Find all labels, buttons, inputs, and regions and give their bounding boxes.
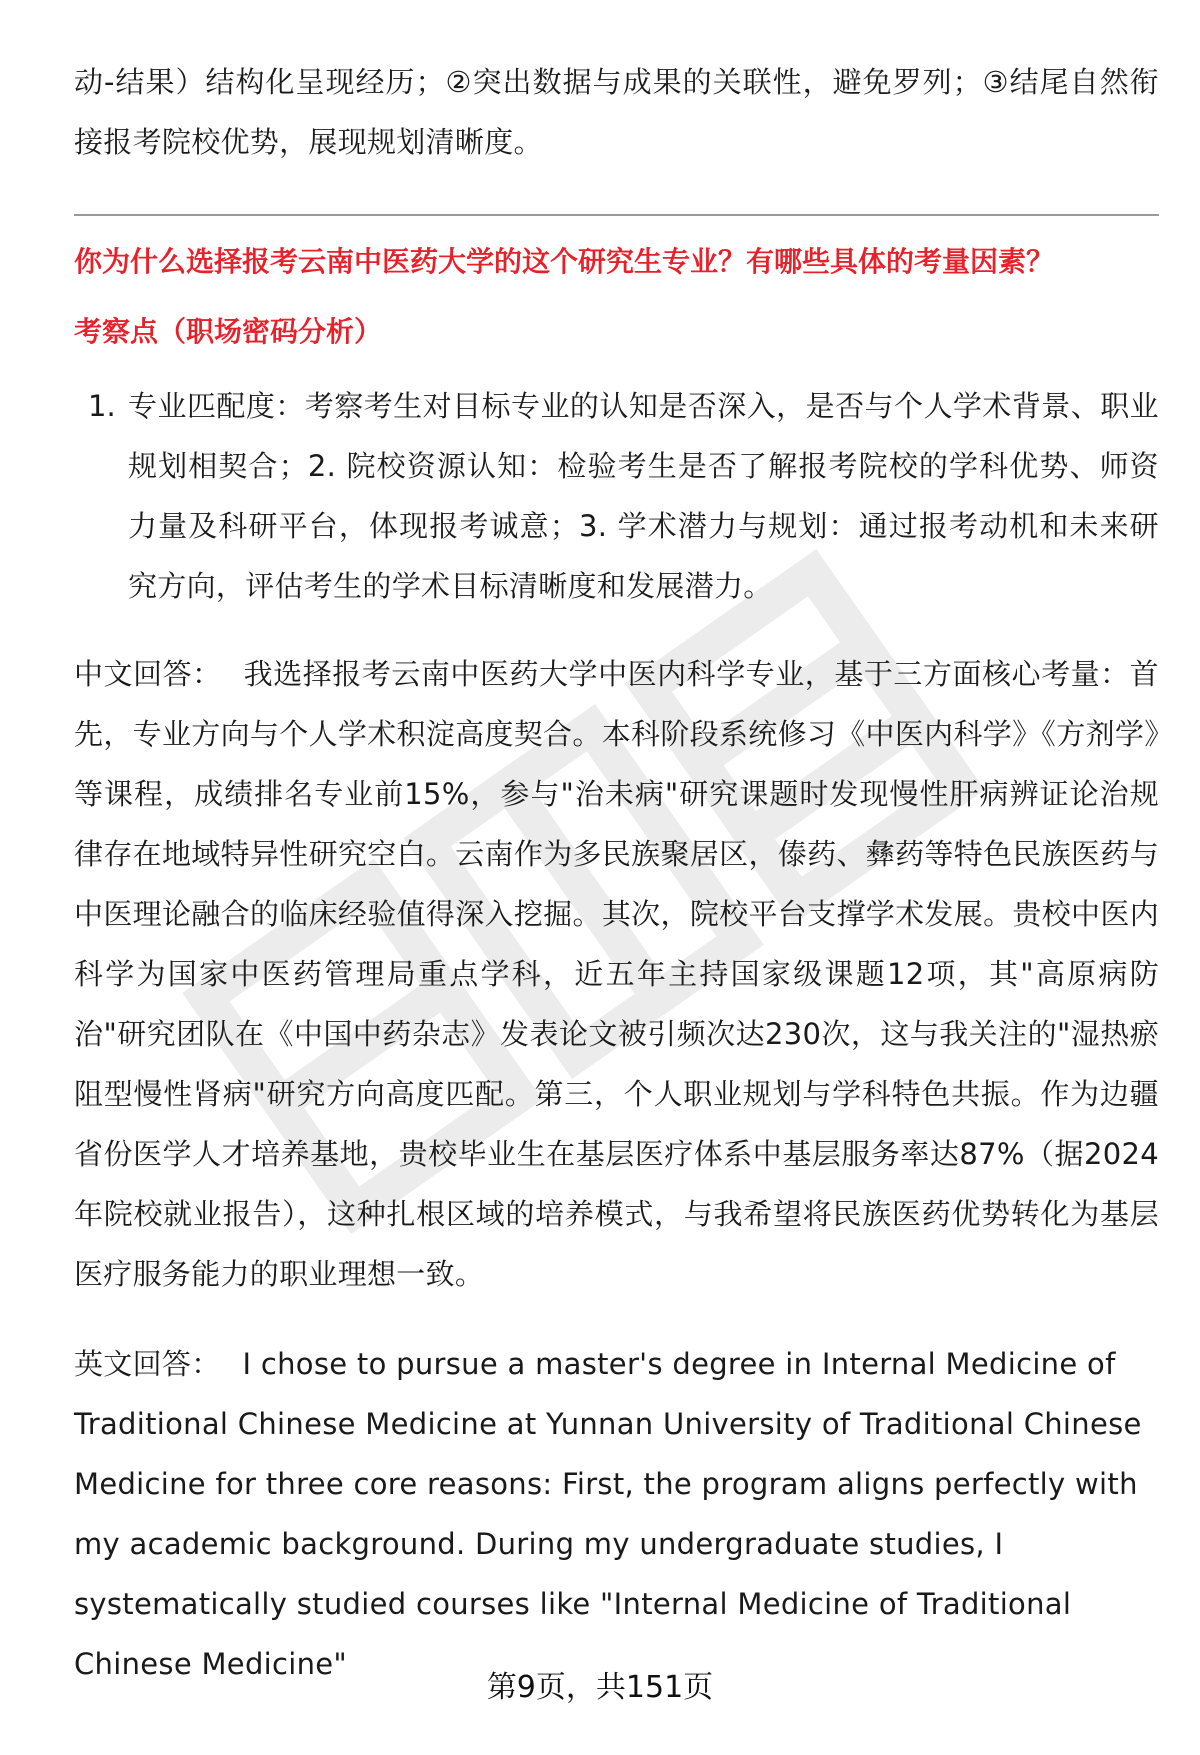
list-item (74, 376, 1159, 616)
intro-paragraph: 动-结果）结构化呈现经历；②突出数据与成果的关联性，避免罗列；③结尾自然衔接报考院校优势，展现规划清晰度。 (74, 65, 1159, 159)
question-title: 你为什么选择报考云南中医药大学的这个研究生专业？有哪些具体的考量因素？ (74, 245, 1055, 278)
chinese-answer-label: 中文回答： (74, 657, 222, 691)
chinese-answer-paragraph (74, 644, 1159, 1304)
page-number-footer: 第9页，共151页 (486, 1670, 714, 1705)
english-answer-text: I chose to pursue a master's degree in Internal Medicine of Traditional Chinese Medicine at Yunnan University of Traditional Chinese Medicine for three core reasons: First, the program aligns perfectly with my academic background. During my undergraduate studies, I systematically studied courses like "Internal Medicine of Traditional Chinese Medicine" (74, 1347, 1142, 1681)
list-item-number: 1. (88, 389, 116, 423)
chinese-answer-text: 我选择报考云南中医药大学中医内科学专业，基于三方面核心考量：首先，专业方向与个人学术积淀高度契合。本科阶段系统修习《中医内科学》《方剂学》等课程，成绩排名专业前15%，参与"治未病"研究课题时发现慢性肝病辨证论治规律存在地域特异性研究空白。云南作为多民族聚居区，傣药、彝药等特色民族医药与中医理论融合的临床经验值得深入挖掘。其次，院校平台支撑学术发展。贵校中医内科学为国家中医药管理局重点学科，近五年主持国家级课题12项，其"高原病防治"研究团队在《中国中药杂志》发表论文被引频次达230次，这与我关注的"湿热瘀阻型慢性肾病"研究方向高度匹配。第三，个人职业规划与学科特色共振。作为边疆省份医学人才培养基地，贵校毕业生在基层医疗体系中基层服务率达87%（据2024年院校就业报告），这种扎根区域的培养模式，与我希望将民族医药优势转化为基层医疗服务能力的职业理想一致。 (74, 657, 1159, 1291)
analysis-list (74, 376, 1159, 616)
list-item-text: 专业匹配度：考察考生对目标专业的认知是否深入，是否与个人学术背景、职业规划相契合；2. 院校资源认知：检验考生是否了解报考院校的学科优势、师资力量及科研平台，体现报考诚意；3. 学术潜力与规划：通过报考动机和未来研究方向，评估考生的学术目标清晰度和发展潜力。 (128, 389, 1159, 603)
analysis-heading: 考察点（职场密码分析） (74, 315, 383, 348)
section-divider (74, 214, 1159, 216)
page-content (74, 52, 1159, 1694)
english-answer-paragraph (74, 1334, 1159, 1694)
english-answer-label: 英文回答： (74, 1347, 221, 1381)
